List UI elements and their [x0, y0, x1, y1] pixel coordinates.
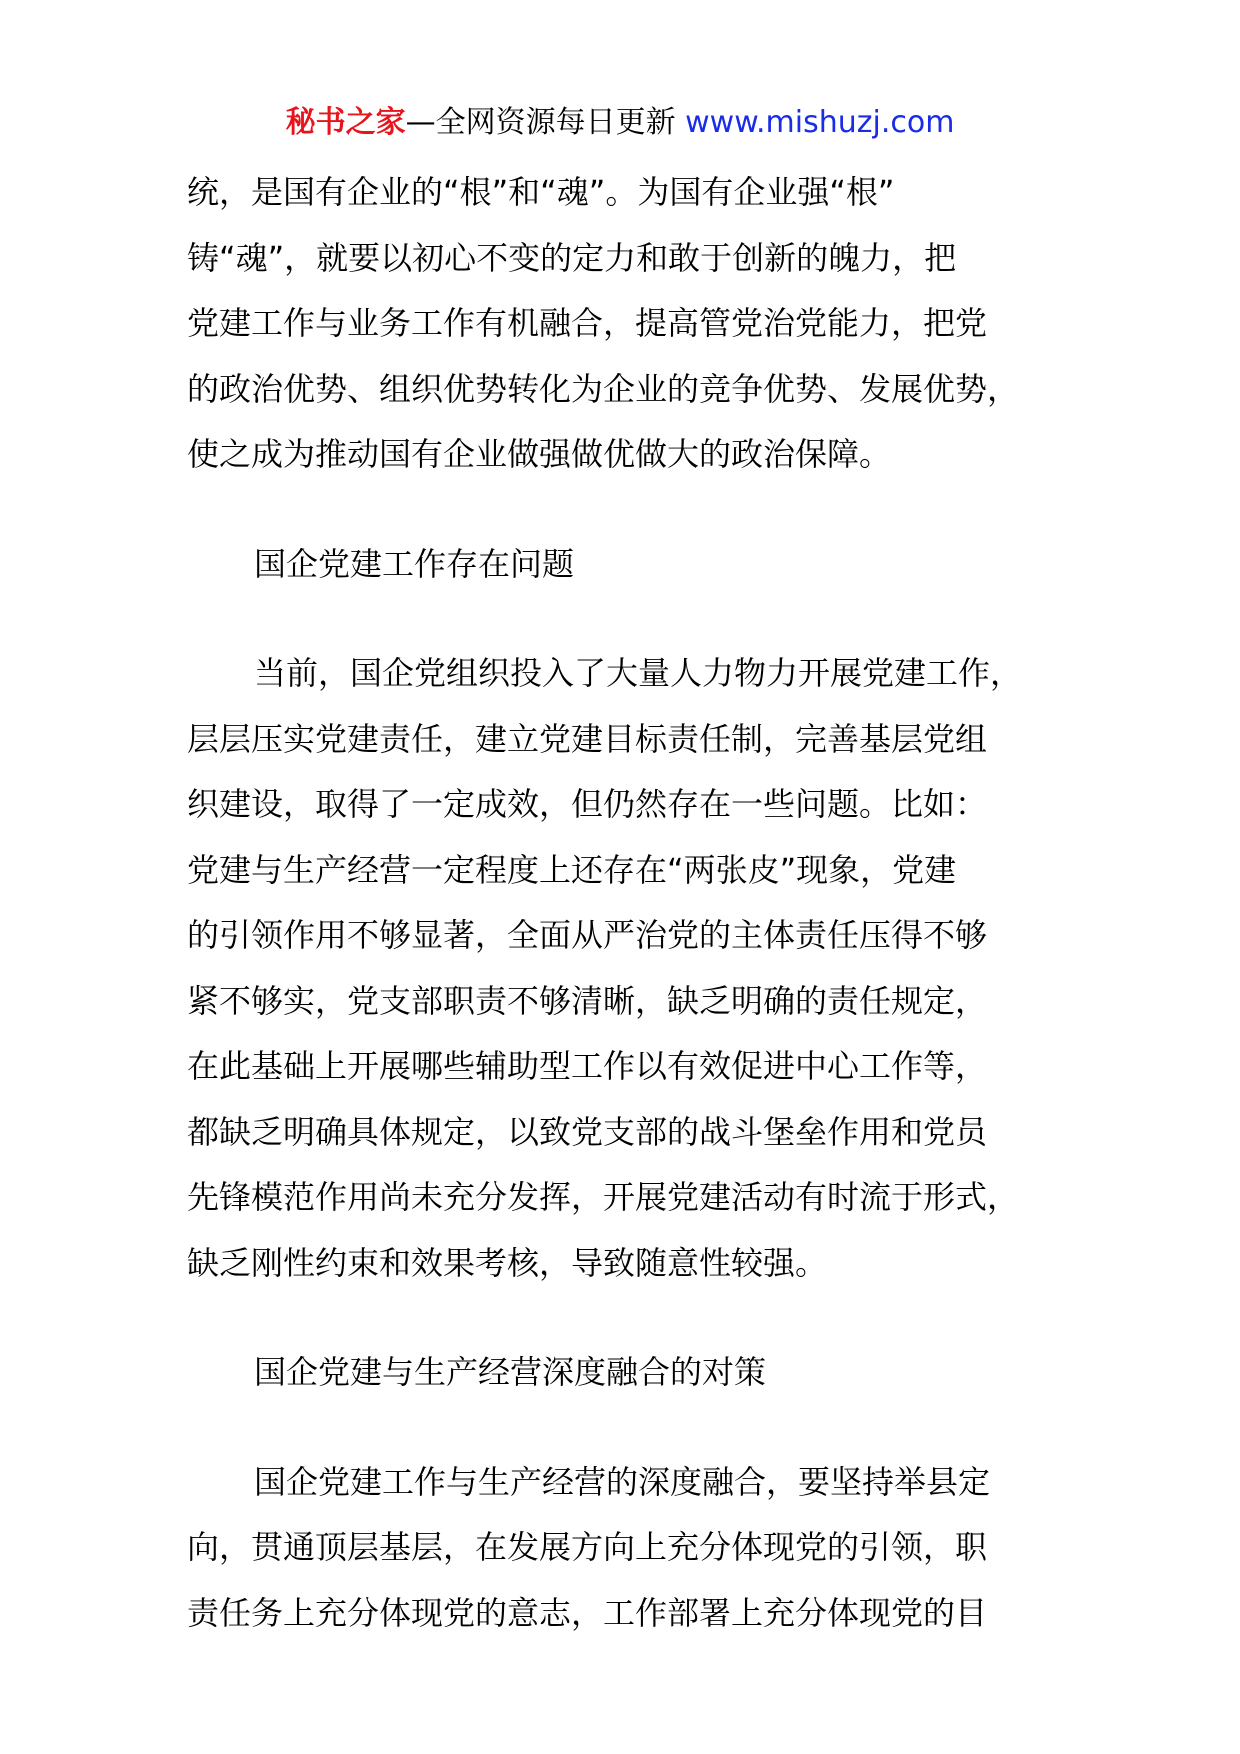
page-header — [0, 103, 1240, 143]
text-line: 使之成为推动国有企业做强做优做大的政治保障。 — [187, 435, 892, 473]
text-line: 紧不够实，党支部职责不够清晰，缺乏明确的责任规定， — [187, 981, 988, 1020]
text-line: 都缺乏明确具体规定，以致党支部的战斗堡垒作用和党员 — [187, 1112, 988, 1151]
text-line: 铸“魂”，就要以初心不变的定力和敢于创新的魄力，把 — [187, 238, 957, 277]
heading-text: 国企党建工作存在问题 — [254, 544, 575, 583]
text-line: 织建设，取得了一定成效，但仍然存在一些问题。比如： — [187, 785, 988, 823]
header-url-link[interactable]: www.mishuzj.com — [685, 105, 955, 140]
section-heading-problems — [187, 532, 1057, 598]
text-line: 党建与生产经营一定程度上还存在“两张皮”现象，党建 — [187, 850, 957, 889]
header-tagline: —全网资源每日更新 — [405, 105, 686, 140]
paragraph-countermeasures — [187, 1450, 1057, 1647]
text-line: 在此基础上开展哪些辅助型工作以有效促进中心工作等， — [187, 1047, 988, 1085]
text-line: 当前，国企党组织投入了大量人力物力开展党建工作， — [254, 654, 1023, 692]
text-line: 层层压实党建责任，建立党建目标责任制，完善基层党组 — [187, 719, 988, 758]
text-line: 的引领作用不够显著，全面从严治党的主体责任压得不够 — [187, 916, 988, 954]
paragraph-intro-continued — [187, 160, 1057, 488]
header-brand: 秘书之家 — [285, 105, 406, 140]
section-heading-countermeasures — [187, 1340, 1057, 1406]
text-line: 党建工作与业务工作有机融合，提高管党治党能力，把党 — [187, 304, 988, 342]
heading-text: 国企党建与生产经营深度融合的对策 — [254, 1353, 767, 1391]
text-line: 向，贯通顶层基层，在发展方向上充分体现党的引领，职 — [187, 1528, 988, 1566]
text-line: 统，是国有企业的“根”和“魂”。为国有企业强“根” — [187, 173, 895, 211]
text-line: 的政治优势、组织优势转化为企业的竞争优势、发展优势， — [187, 369, 1020, 408]
text-line: 缺乏刚性约束和效果考核，导致随意性较强。 — [187, 1243, 828, 1282]
text-line: 先锋模范作用尚未充分发挥，开展党建活动有时流于形式， — [187, 1178, 1020, 1216]
paragraph-problems — [187, 641, 1057, 1296]
text-line: 国企党建工作与生产经营的深度融合，要坚持举县定 — [254, 1462, 991, 1501]
document-body — [187, 160, 1057, 1646]
text-line: 责任务上充分体现党的意志，工作部署上充分体现党的目 — [187, 1593, 988, 1632]
